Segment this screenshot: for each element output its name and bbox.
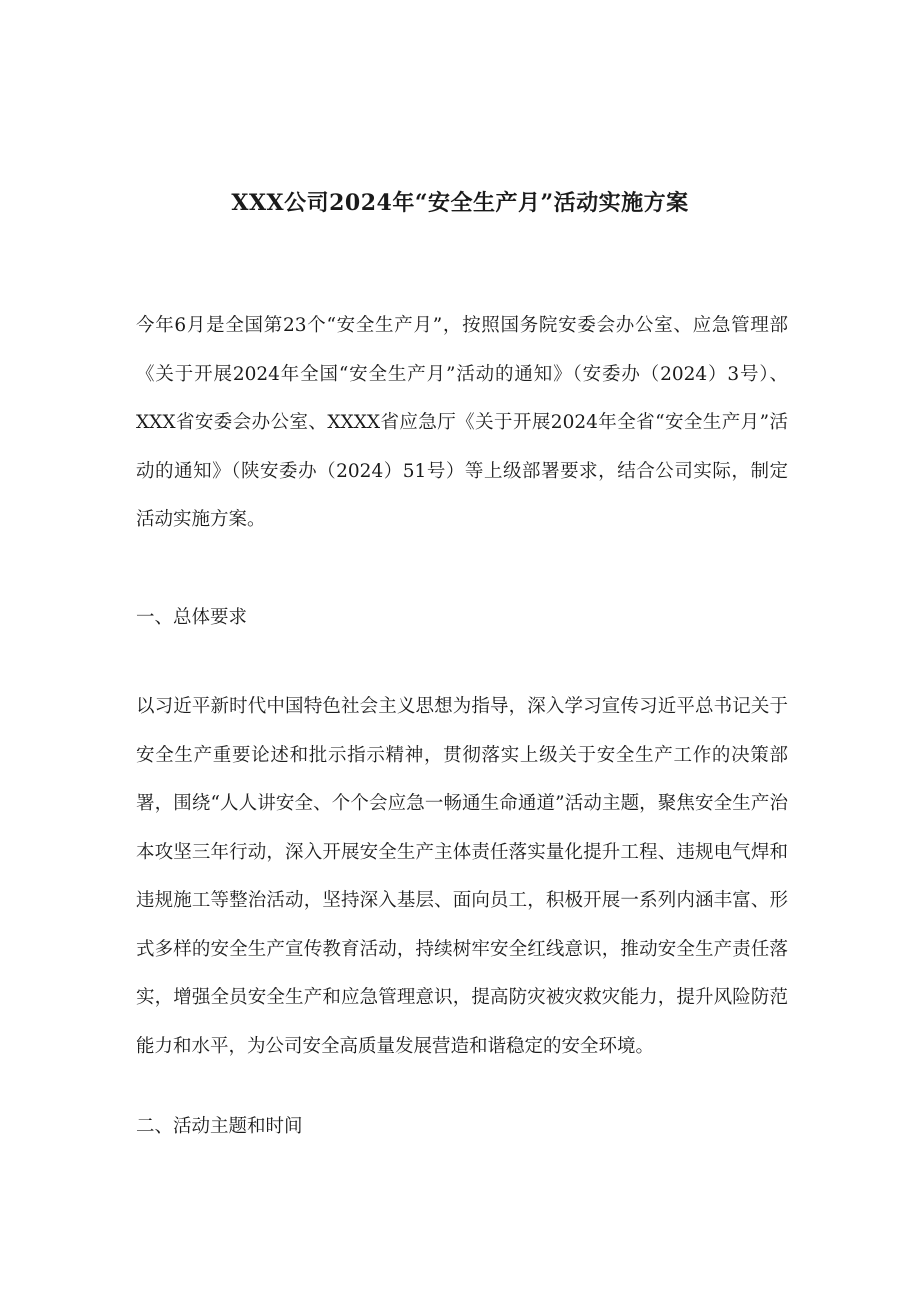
section-heading-theme-and-time: 二、活动主题和时间 [136, 1116, 303, 1137]
intro-paragraph: 今年6月是全国第23个“安全生产月”，按照国务院安委会办公室、应急管理部《关于开展2024年全国“安全生产月”活动的通知》（安委办（2024）3号）、XXX省安委会办公室、XXXX省应急厅《关于开展2024年全省“安全生产月”活动的通知》（陕安委办（2024）51号）等上级部署要求，结合公司实际，制定活动实施方案。 [136, 315, 788, 530]
general-requirements-paragraph: 以习近平新时代中国特色社会主义思想为指导，深入学习宣传习近平总书记关于安全生产重要论述和批示指示精神，贯彻落实上级关于安全生产工作的决策部署，围绕“人人讲安全、个个会应急一畅通生命通道”活动主题，聚焦安全生产治本攻坚三年行动，深入开展安全生产主体责任落实量化提升工程、违规电气焊和违规施工等整治活动，坚持深入基层、面向员工，积极开展一系列内涵丰富、形式多样的安全生产宣传教育活动，持续树牢安全红线意识，推动安全生产责任落实，增强全员安全生产和应急管理意识，提高防灾被灾救灾能力，提升风险防范能力和水平，为公司安全高质量发展营造和谐稳定的安全环境。 [136, 696, 788, 1057]
section-heading-general-requirements: 一、总体要求 [136, 607, 248, 628]
document-title: XXX公司2024年“安全生产月”活动实施方案 [231, 190, 689, 216]
